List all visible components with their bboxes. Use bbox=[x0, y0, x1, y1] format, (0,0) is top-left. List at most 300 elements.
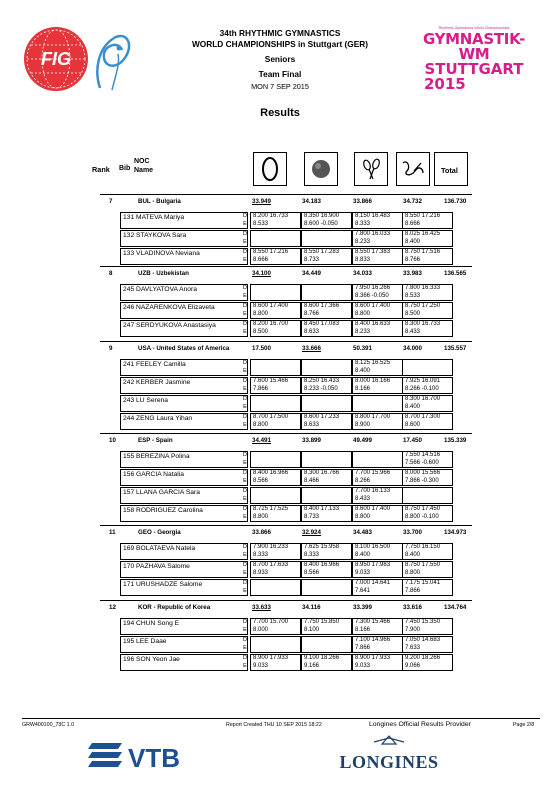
score-e-line: 8.533 bbox=[405, 292, 421, 299]
de-labels: D E bbox=[243, 619, 247, 633]
fig-logo-text: FIG bbox=[41, 49, 71, 69]
score-e-line: 8.433 bbox=[355, 495, 371, 502]
score-d-line: 7.700 15.700 bbox=[253, 619, 289, 625]
longines-logo-text: LONGINES bbox=[339, 752, 439, 772]
athlete-name: 158 RODRIGUEZ Carolina bbox=[120, 505, 248, 522]
ribbon-icon bbox=[397, 153, 429, 185]
team-apparatus-score: 34.116 bbox=[302, 604, 321, 611]
score-e-line: 8.800 bbox=[253, 310, 269, 317]
apparatus-score-cell bbox=[250, 654, 301, 671]
apparatus-score-cell bbox=[301, 395, 352, 412]
apparatus-score-cell bbox=[352, 469, 403, 486]
apparatus-score-cell bbox=[250, 543, 301, 560]
athlete-name: 194 CHUN Song E bbox=[120, 618, 248, 635]
score-e-line: 8.166 bbox=[355, 385, 371, 392]
athlete-name: 196 SON Yeon Jae bbox=[120, 654, 248, 671]
score-e-line: 8.233 -0.050 bbox=[304, 385, 338, 392]
score-e-line: 8.100 bbox=[304, 626, 320, 633]
score-d-line: 8.950 17.983 bbox=[355, 562, 391, 568]
athlete-name: 242 KERBER Jasmine bbox=[120, 377, 248, 394]
apparatus-score-cell bbox=[250, 248, 301, 265]
column-header-name: Name bbox=[134, 167, 154, 174]
apparatus-score-cell bbox=[352, 413, 403, 430]
athlete-name: 247 SERDYUKOVA Anastasiya bbox=[120, 320, 248, 337]
score-e-line: 8.400 bbox=[355, 367, 371, 374]
score-d-line: 8.750 17.550 bbox=[405, 562, 441, 568]
apparatus-score-cell bbox=[250, 505, 301, 522]
score-d-line: 8.750 17.250 bbox=[405, 303, 441, 309]
score-d-line: 9.100 18.266 bbox=[304, 655, 340, 661]
de-labels: D E bbox=[243, 470, 247, 484]
apparatus-score-cell bbox=[352, 505, 403, 522]
team-divider bbox=[100, 194, 472, 195]
score-d-line: 8.025 16.425 bbox=[405, 231, 441, 237]
team-total: 135.557 bbox=[444, 345, 467, 352]
apparatus-score-cell bbox=[250, 284, 301, 301]
apparatus-score-cell bbox=[250, 359, 301, 376]
score-d-line: 8.600 17.400 bbox=[355, 303, 391, 309]
team-apparatus-score: 34.491 bbox=[252, 437, 271, 444]
apparatus-score-cell bbox=[402, 395, 453, 412]
score-e-line: 8.633 bbox=[304, 421, 320, 428]
apparatus-score-cell bbox=[301, 636, 352, 653]
apparatus-score-cell bbox=[301, 248, 352, 265]
score-e-line: 7.900 bbox=[405, 626, 421, 633]
apparatus-ribbon-header bbox=[396, 152, 430, 186]
apparatus-score-cell bbox=[250, 320, 301, 337]
hoop-icon bbox=[254, 153, 286, 185]
apparatus-score-cell bbox=[352, 248, 403, 265]
score-d-line: 7.300 15.466 bbox=[355, 619, 391, 625]
apparatus-score-cell bbox=[402, 230, 453, 247]
de-labels: D E bbox=[243, 249, 247, 263]
score-d-line: 8.900 17.933 bbox=[355, 655, 391, 661]
score-d-line: 8.300 16.766 bbox=[304, 470, 340, 476]
score-e-line: 8.533 bbox=[253, 220, 269, 227]
score-d-line: 8.200 16.733 bbox=[253, 213, 289, 219]
score-d-line: 7.175 15.041 bbox=[405, 580, 441, 586]
apparatus-score-cell bbox=[301, 302, 352, 319]
team-total: 134.973 bbox=[444, 529, 467, 536]
apparatus-score-cell bbox=[301, 284, 352, 301]
score-d-line: 8.150 16.483 bbox=[355, 213, 391, 219]
athlete-name: 132 STAYKOVA Sara bbox=[120, 230, 248, 247]
team-apparatus-score: 32.924 bbox=[302, 529, 321, 536]
apparatus-ball-header bbox=[304, 152, 338, 186]
score-e-line: 8.666 bbox=[405, 220, 421, 227]
score-d-line: 9.200 18.266 bbox=[405, 655, 441, 661]
score-e-line: 8.333 bbox=[304, 551, 320, 558]
column-header-bib: Bib bbox=[119, 165, 131, 172]
team-apparatus-score: 17.450 bbox=[403, 437, 422, 444]
athlete-name: 171 URUSHADZE Salome bbox=[120, 579, 248, 596]
score-d-line: 8.550 17.216 bbox=[405, 213, 441, 219]
event-logo-word2: STUTTGART bbox=[424, 60, 524, 78]
apparatus-score-cell bbox=[301, 579, 352, 596]
score-e-line: 8.466 bbox=[304, 477, 320, 484]
athlete-name: 170 PAZHAVA Salome bbox=[120, 561, 248, 578]
score-e-line: 8.500 bbox=[253, 328, 269, 335]
apparatus-score-cell bbox=[250, 561, 301, 578]
score-e-line: 8.733 bbox=[304, 513, 320, 520]
score-e-line: 7.641 bbox=[355, 587, 371, 594]
de-labels: D E bbox=[243, 488, 247, 502]
de-labels: D E bbox=[243, 378, 247, 392]
score-e-line: 9.033 bbox=[355, 662, 371, 669]
score-e-line: 8.800 bbox=[355, 513, 371, 520]
score-d-line: 7.625 15.958 bbox=[304, 544, 340, 550]
team-name: KOR - Republic of Korea bbox=[138, 604, 211, 611]
score-d-line: 7.925 16.091 bbox=[405, 378, 441, 384]
score-e-line: 8.800 bbox=[355, 310, 371, 317]
team-name: UZB - Uzbekistan bbox=[138, 270, 189, 277]
score-d-line: 7.100 14.966 bbox=[355, 637, 391, 643]
score-e-line: 8.266 -0.100 bbox=[405, 385, 439, 392]
score-d-line: 8.100 16.500 bbox=[355, 544, 391, 550]
event-logo-word1: GYMNASTIK-WM bbox=[422, 30, 526, 63]
apparatus-score-cell bbox=[250, 302, 301, 319]
score-d-line: 8.750 17.450 bbox=[405, 506, 441, 512]
score-d-line: 7.700 16.133 bbox=[355, 488, 391, 494]
score-d-line: 8.300 16.733 bbox=[405, 321, 441, 327]
team-name: ESP - Spain bbox=[138, 437, 173, 444]
apparatus-score-cell bbox=[402, 413, 453, 430]
score-e-line: 8.400 bbox=[355, 551, 371, 558]
apparatus-score-cell bbox=[250, 469, 301, 486]
de-labels: D E bbox=[243, 562, 247, 576]
score-d-line: 7.050 14.683 bbox=[405, 637, 441, 643]
team-apparatus-score: 34.449 bbox=[302, 270, 321, 277]
apparatus-score-cell bbox=[402, 618, 453, 635]
apparatus-score-cell bbox=[402, 654, 453, 671]
athlete-name: 156 GARCIA Natalia bbox=[120, 469, 248, 486]
de-labels: D E bbox=[243, 213, 247, 227]
apparatus-score-cell bbox=[301, 561, 352, 578]
report-created: Report Created THU 10 SEP 2015 18:22 bbox=[226, 722, 322, 728]
team-divider bbox=[100, 600, 472, 601]
apparatus-score-cell bbox=[352, 302, 403, 319]
apparatus-score-cell bbox=[352, 451, 403, 468]
score-d-line: 8.700 17.633 bbox=[253, 562, 289, 568]
de-labels: D E bbox=[243, 544, 247, 558]
team-apparatus-score: 33.633 bbox=[252, 604, 271, 611]
score-e-line: 8.566 bbox=[253, 477, 269, 484]
score-d-line: 8.000 16.166 bbox=[355, 378, 391, 384]
results-provider: Longines Official Results Provider bbox=[369, 721, 471, 728]
longines-sponsor-logo bbox=[330, 734, 448, 776]
apparatus-score-cell bbox=[402, 248, 453, 265]
score-e-line: 8.633 bbox=[304, 328, 320, 335]
score-d-line: 7.750 16.150 bbox=[405, 544, 441, 550]
team-apparatus-score: 34.732 bbox=[403, 198, 422, 205]
score-d-line: 8.600 17.233 bbox=[304, 414, 340, 420]
apparatus-score-cell bbox=[250, 395, 301, 412]
score-d-line: 8.600 17.400 bbox=[355, 506, 391, 512]
apparatus-score-cell bbox=[250, 618, 301, 635]
vtb-sponsor-logo bbox=[88, 735, 196, 773]
apparatus-score-cell bbox=[402, 543, 453, 560]
score-d-line: 8.700 17.500 bbox=[253, 414, 289, 420]
score-d-line: 8.600 17.366 bbox=[304, 303, 340, 309]
apparatus-score-cell bbox=[301, 451, 352, 468]
team-apparatus-score: 49.499 bbox=[353, 437, 372, 444]
score-e-line: 9.066 bbox=[405, 662, 421, 669]
page-number: Page 2/8 bbox=[513, 722, 535, 728]
apparatus-score-cell bbox=[250, 413, 301, 430]
apparatus-score-cell bbox=[301, 618, 352, 635]
apparatus-score-cell bbox=[352, 284, 403, 301]
score-d-line: 8.725 17.525 bbox=[253, 506, 289, 512]
team-apparatus-score: 34.033 bbox=[353, 270, 372, 277]
team-rank: 7 bbox=[109, 198, 113, 205]
score-e-line: 8.833 bbox=[355, 256, 371, 263]
column-header-noc-name bbox=[134, 157, 153, 195]
clubs-icon bbox=[355, 153, 387, 185]
score-d-line: 7.750 15.850 bbox=[304, 619, 340, 625]
de-labels: D E bbox=[243, 396, 247, 410]
athlete-name: 155 BEREZINA Polina bbox=[120, 451, 248, 468]
score-e-line: 8.166 bbox=[355, 626, 371, 633]
score-d-line: 8.400 17.133 bbox=[304, 506, 340, 512]
score-d-line: 8.700 17.300 bbox=[405, 414, 441, 420]
team-rank: 9 bbox=[109, 345, 113, 352]
de-labels: D E bbox=[243, 285, 247, 299]
apparatus-score-cell bbox=[402, 505, 453, 522]
apparatus-score-cell bbox=[301, 230, 352, 247]
score-d-line: 7.800 16.333 bbox=[405, 285, 441, 291]
event-logo-subtitle: Rhythmic Gymnastics World Championships bbox=[438, 26, 510, 30]
athlete-name: 131 MATEVA Mariya bbox=[120, 212, 248, 229]
fig-globe-logo bbox=[22, 25, 90, 93]
score-d-line: 8.400 16.966 bbox=[253, 470, 289, 476]
apparatus-score-cell bbox=[402, 212, 453, 229]
score-e-line: 8.333 bbox=[355, 220, 371, 227]
page-title: Results bbox=[260, 107, 300, 119]
team-name: BUL - Bulgaria bbox=[138, 198, 181, 205]
score-d-line: 7.800 16.033 bbox=[355, 231, 391, 237]
team-apparatus-score: 50.391 bbox=[353, 345, 372, 352]
team-apparatus-score: 33.700 bbox=[403, 529, 422, 536]
score-d-line: 8.800 17.700 bbox=[355, 414, 391, 420]
score-e-line: 8.600 bbox=[405, 421, 421, 428]
apparatus-score-cell bbox=[402, 302, 453, 319]
team-rank: 12 bbox=[109, 604, 116, 611]
score-d-line: 7.450 15.350 bbox=[405, 619, 441, 625]
score-e-line: 8.666 bbox=[253, 256, 269, 263]
de-labels: D E bbox=[243, 452, 247, 466]
de-labels: D E bbox=[243, 360, 247, 374]
footer-divider bbox=[22, 718, 540, 719]
championship-location: WORLD CHAMPIONSHIPS in Stuttgart (GER) bbox=[191, 39, 369, 49]
category: Seniors bbox=[264, 54, 296, 64]
apparatus-score-cell bbox=[352, 230, 403, 247]
apparatus-hoop-header bbox=[253, 152, 287, 186]
team-apparatus-score: 34.183 bbox=[302, 198, 321, 205]
competition-phase: Team Final bbox=[258, 69, 302, 79]
apparatus-score-cell bbox=[301, 487, 352, 504]
team-apparatus-score: 33.899 bbox=[302, 437, 321, 444]
score-e-line: 8.766 bbox=[304, 310, 320, 317]
event-header bbox=[150, 28, 410, 92]
athlete-name: 169 BOLATAEVA Natela bbox=[120, 543, 248, 560]
column-header-rank: Rank bbox=[92, 165, 110, 174]
team-name: USA - United States of America bbox=[138, 345, 230, 352]
score-e-line: 8.366 -0.050 bbox=[355, 292, 389, 299]
apparatus-score-cell bbox=[352, 487, 403, 504]
score-e-line: 9.033 bbox=[355, 569, 371, 576]
apparatus-score-cell bbox=[402, 579, 453, 596]
apparatus-clubs-header bbox=[354, 152, 388, 186]
score-d-line: 8.400 16.633 bbox=[355, 321, 391, 327]
score-d-line: 8.550 17.216 bbox=[253, 249, 289, 255]
team-divider bbox=[100, 266, 472, 267]
team-apparatus-score: 33.666 bbox=[302, 345, 321, 352]
apparatus-score-cell bbox=[301, 320, 352, 337]
apparatus-score-cell bbox=[301, 413, 352, 430]
de-labels: D E bbox=[243, 506, 247, 520]
team-total: 136.730 bbox=[444, 198, 467, 205]
apparatus-score-cell bbox=[352, 579, 403, 596]
team-apparatus-score: 33.399 bbox=[353, 604, 372, 611]
apparatus-score-cell bbox=[301, 377, 352, 394]
apparatus-score-cell bbox=[352, 359, 403, 376]
score-e-line: 8.933 bbox=[253, 569, 269, 576]
vtb-logo-text: VTB bbox=[128, 743, 180, 773]
apparatus-score-cell bbox=[352, 654, 403, 671]
de-labels: D E bbox=[243, 303, 247, 317]
score-d-line: 7.550 14.516 bbox=[405, 452, 441, 458]
apparatus-score-cell bbox=[250, 377, 301, 394]
event-logo-word3: 2015 bbox=[424, 75, 466, 93]
apparatus-score-cell bbox=[352, 636, 403, 653]
score-d-line: 7.000 14.641 bbox=[355, 580, 391, 586]
score-d-line: 8.750 17.516 bbox=[405, 249, 441, 255]
ball-icon bbox=[305, 153, 337, 185]
apparatus-score-cell bbox=[250, 212, 301, 229]
score-d-line: 8.350 16.900 bbox=[304, 213, 340, 219]
score-d-line: 8.200 16.700 bbox=[253, 321, 289, 327]
apparatus-score-cell bbox=[402, 284, 453, 301]
team-apparatus-score: 33.983 bbox=[403, 270, 422, 277]
score-e-line: 8.900 bbox=[355, 421, 371, 428]
score-d-line: 8.600 17.400 bbox=[253, 303, 289, 309]
apparatus-score-cell bbox=[301, 359, 352, 376]
score-d-line: 8.550 17.283 bbox=[304, 249, 340, 255]
apparatus-score-cell bbox=[402, 451, 453, 468]
score-e-line: 7.566 -0.600 bbox=[405, 459, 439, 466]
score-e-line: 8.400 bbox=[405, 238, 421, 245]
athlete-name: 244 ZENG Laura Yihan bbox=[120, 413, 248, 430]
score-e-line: 8.233 bbox=[355, 238, 371, 245]
column-header-total: Total bbox=[434, 152, 468, 186]
apparatus-score-cell bbox=[402, 320, 453, 337]
apparatus-score-cell bbox=[250, 487, 301, 504]
athlete-name: 243 LU Serena bbox=[120, 395, 248, 412]
team-divider bbox=[100, 525, 472, 526]
report-code: GRW400100_73C 1.0 bbox=[22, 722, 75, 728]
athlete-name: 133 VLADINOVA Neviana bbox=[120, 248, 248, 265]
apparatus-score-cell bbox=[352, 395, 403, 412]
score-e-line: 7.866 bbox=[405, 587, 421, 594]
team-apparatus-score: 33.866 bbox=[252, 529, 271, 536]
championship-title: 34th RHYTHMIC GYMNASTICS bbox=[219, 28, 341, 38]
score-e-line: 8.400 bbox=[405, 403, 421, 410]
apparatus-score-cell bbox=[301, 543, 352, 560]
score-e-line: 7.866 bbox=[355, 644, 371, 651]
score-e-line: 8.400 bbox=[405, 551, 421, 558]
de-labels: D E bbox=[243, 655, 247, 669]
score-e-line: 8.800 -0.100 bbox=[405, 513, 439, 520]
apparatus-score-cell bbox=[250, 451, 301, 468]
apparatus-score-cell bbox=[402, 359, 453, 376]
score-e-line: 9.033 bbox=[253, 662, 269, 669]
apparatus-score-cell bbox=[301, 505, 352, 522]
score-d-line: 7.700 15.966 bbox=[355, 470, 391, 476]
score-e-line: 7.633 bbox=[405, 644, 421, 651]
athlete-name: 241 FEELEY Camilla bbox=[120, 359, 248, 376]
score-d-line: 8.125 16.525 bbox=[355, 360, 391, 366]
team-total: 134.764 bbox=[444, 604, 467, 611]
athlete-name: 157 LLANA GARCIA Sara bbox=[120, 487, 248, 504]
score-d-line: 8.300 16.700 bbox=[405, 396, 441, 402]
score-e-line: 8.266 bbox=[355, 477, 371, 484]
apparatus-score-cell bbox=[352, 212, 403, 229]
score-d-line: 8.400 16.966 bbox=[304, 562, 340, 568]
score-d-line: 8.550 17.383 bbox=[355, 249, 391, 255]
team-rank: 8 bbox=[109, 270, 113, 277]
team-apparatus-score: 34.000 bbox=[403, 345, 422, 352]
apparatus-score-cell bbox=[352, 543, 403, 560]
gymnastik-wm-logo bbox=[408, 26, 540, 92]
score-d-line: 7.900 16.233 bbox=[253, 544, 289, 550]
apparatus-score-cell bbox=[250, 636, 301, 653]
apparatus-score-cell bbox=[352, 377, 403, 394]
score-e-line: 8.800 bbox=[405, 569, 421, 576]
team-apparatus-score: 33.616 bbox=[403, 604, 422, 611]
apparatus-score-cell bbox=[402, 377, 453, 394]
score-e-line: 8.433 bbox=[405, 328, 421, 335]
athlete-name: 195 LEE Daae bbox=[120, 636, 248, 653]
apparatus-score-cell bbox=[301, 212, 352, 229]
apparatus-score-cell bbox=[301, 469, 352, 486]
apparatus-score-cell bbox=[402, 487, 453, 504]
team-apparatus-score: 33.866 bbox=[353, 198, 372, 205]
ribbon-gymnast-logo bbox=[92, 30, 134, 94]
score-e-line: 7.866 -0.300 bbox=[405, 477, 439, 484]
team-rank: 10 bbox=[109, 437, 116, 444]
team-total: 135.339 bbox=[444, 437, 467, 444]
score-e-line: 8.733 bbox=[304, 256, 320, 263]
score-d-line: 7.600 15.466 bbox=[253, 378, 289, 384]
score-e-line: 8.333 bbox=[253, 551, 269, 558]
score-e-line: 7.866 bbox=[253, 385, 269, 392]
score-e-line: 8.766 bbox=[405, 256, 421, 263]
score-d-line: 8.900 17.933 bbox=[253, 655, 289, 661]
score-d-line: 7.950 16.266 bbox=[355, 285, 391, 291]
team-apparatus-score: 34.100 bbox=[252, 270, 271, 277]
de-labels: D E bbox=[243, 321, 247, 335]
competition-date: MON 7 SEP 2015 bbox=[251, 82, 309, 91]
de-labels: D E bbox=[243, 580, 247, 594]
apparatus-score-cell bbox=[352, 618, 403, 635]
de-labels: D E bbox=[243, 231, 247, 245]
score-e-line: 8.566 bbox=[304, 569, 320, 576]
column-header-noc: NOC bbox=[134, 158, 150, 165]
apparatus-score-cell bbox=[402, 636, 453, 653]
score-e-line: 9.166 bbox=[304, 662, 320, 669]
apparatus-score-cell bbox=[352, 561, 403, 578]
athlete-name: 246 NAZARENKOVA Elizaveta bbox=[120, 302, 248, 319]
